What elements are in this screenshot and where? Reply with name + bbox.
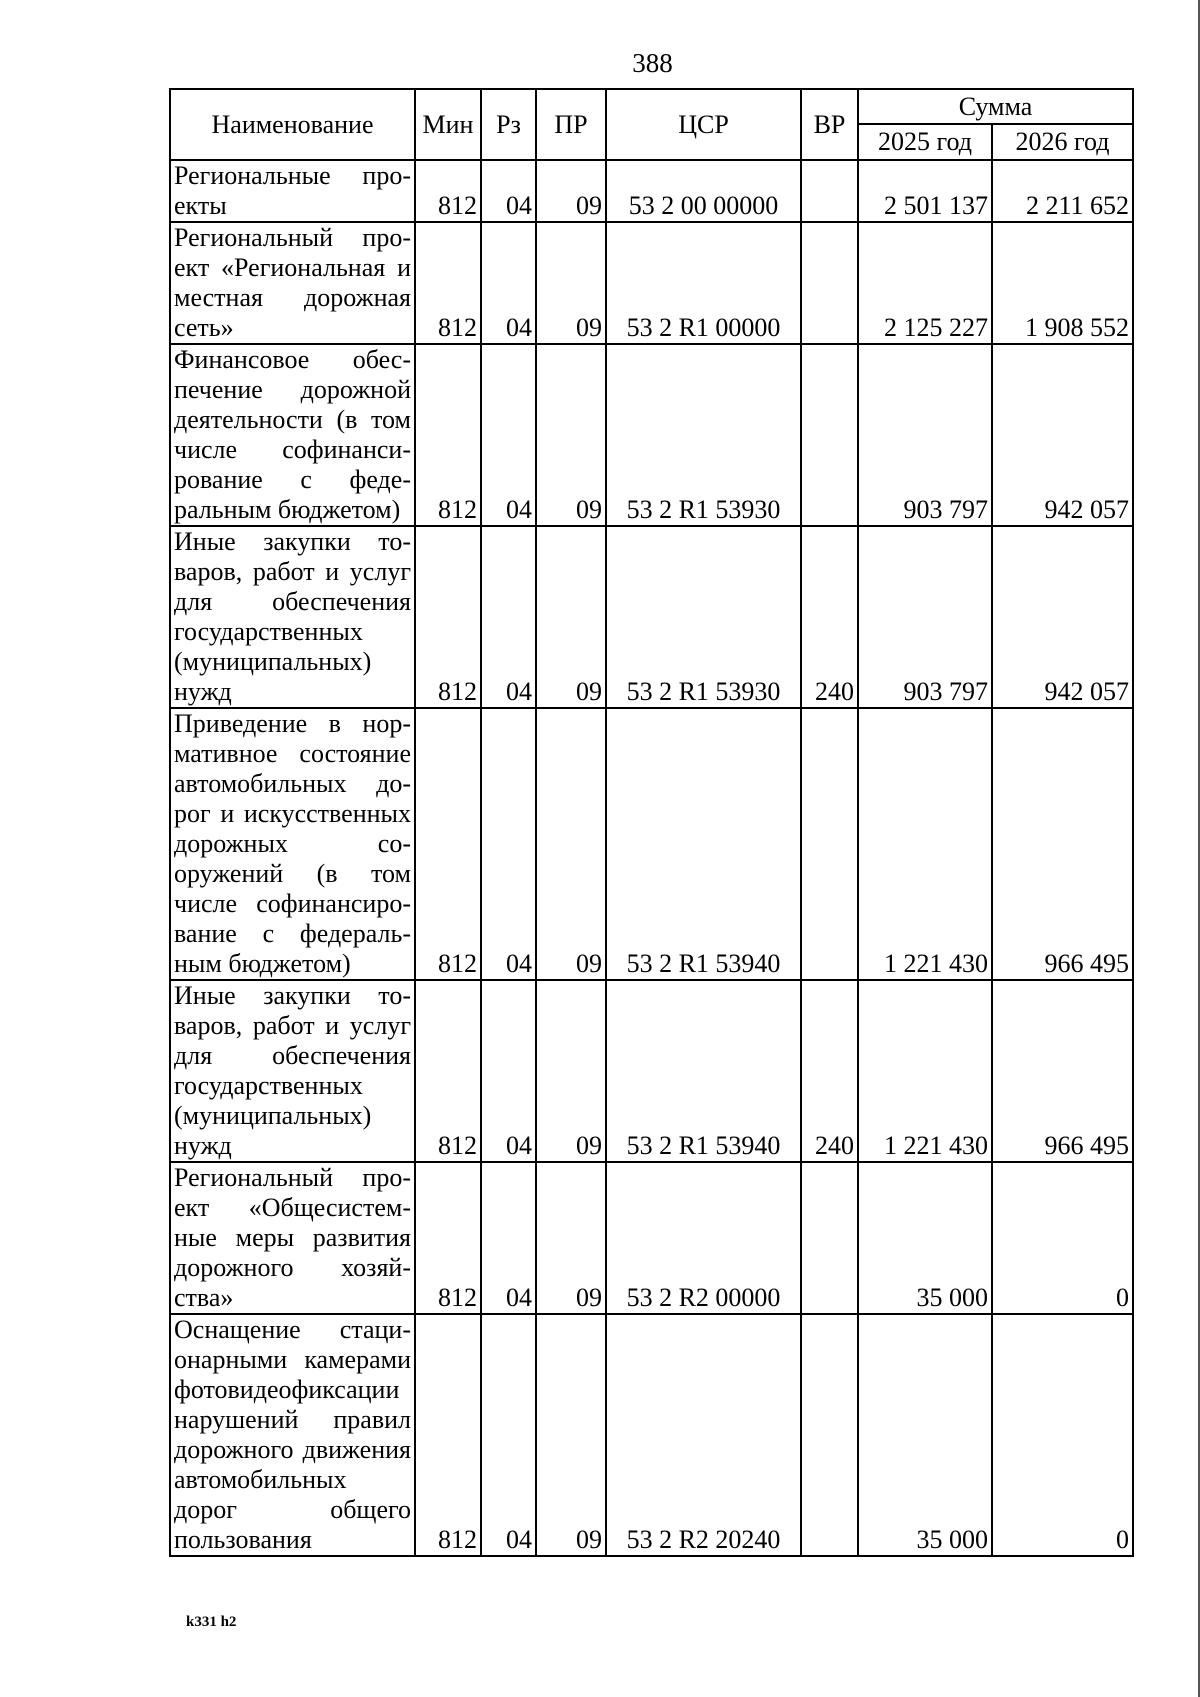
row-vr [801, 222, 858, 344]
row-name: Иные закупки товаров, работ и услуг для обеспечения государственных (муниципальных) нужд [170, 980, 415, 1162]
row-pr: 09 [536, 344, 606, 526]
row-min: 812 [415, 160, 481, 222]
row-sum-2026: 942 057 [992, 344, 1133, 526]
row-rz: 04 [481, 1162, 536, 1314]
header-rz: Рз [481, 89, 536, 160]
footer-code: k331 h2 [186, 1614, 237, 1630]
row-rz: 04 [481, 160, 536, 222]
header-year-2026: 2026 год [992, 124, 1133, 160]
row-pr: 09 [536, 526, 606, 708]
row-csr: 53 2 R2 00000 [606, 1162, 801, 1314]
row-name: Региональный проект «Общесистемные меры развития дорожного хозяйства» [170, 1162, 415, 1314]
header-csr: ЦСР [606, 89, 801, 160]
row-vr [801, 708, 858, 980]
row-csr: 53 2 R1 00000 [606, 222, 801, 344]
row-csr: 53 2 R2 20240 [606, 1314, 801, 1556]
row-sum-2026: 942 057 [992, 526, 1133, 708]
row-min: 812 [415, 222, 481, 344]
row-pr: 09 [536, 980, 606, 1162]
row-rz: 04 [481, 980, 536, 1162]
row-min: 812 [415, 1314, 481, 1556]
row-sum-2026: 966 495 [992, 708, 1133, 980]
row-name: Финансовое обеспечение дорожной деятельности (в том числе софинансирование с федеральным бюджетом) [170, 344, 415, 526]
row-vr [801, 1314, 858, 1556]
row-sum-2026: 0 [992, 1314, 1133, 1556]
header-vr: ВР [801, 89, 858, 160]
row-pr: 09 [536, 160, 606, 222]
row-sum-2025: 35 000 [858, 1314, 992, 1556]
row-rz: 04 [481, 1314, 536, 1556]
table-row [170, 526, 1133, 708]
row-sum-2026: 966 495 [992, 980, 1133, 1162]
table-row [170, 708, 1133, 980]
page-number: 388 [632, 48, 673, 78]
row-rz: 04 [481, 344, 536, 526]
row-sum-2025: 2 125 227 [858, 222, 992, 344]
row-name: Региональные проекты [170, 160, 415, 222]
table-row [170, 222, 1133, 344]
row-name: Оснащение стационарными камерами фотовидеофиксации нарушений правил дорожного движения автомобильных дорог общего пользования [170, 1314, 415, 1556]
row-min: 812 [415, 1162, 481, 1314]
row-min: 812 [415, 344, 481, 526]
row-sum-2025: 903 797 [858, 526, 992, 708]
row-pr: 09 [536, 1162, 606, 1314]
table-row [170, 980, 1133, 1162]
row-csr: 53 2 R1 53940 [606, 708, 801, 980]
row-sum-2026: 2 211 652 [992, 160, 1133, 222]
row-vr [801, 160, 858, 222]
row-rz: 04 [481, 708, 536, 980]
row-name: Приведение в нормативное состояние автомобильных дорог и искусственных дорожных сооружений (в том числе софинансирование с федеральным бюджетом) [170, 708, 415, 980]
row-sum-2026: 0 [992, 1162, 1133, 1314]
row-csr: 53 2 R1 53930 [606, 526, 801, 708]
row-sum-2025: 903 797 [858, 344, 992, 526]
row-min: 812 [415, 980, 481, 1162]
row-sum-2025: 2 501 137 [858, 160, 992, 222]
row-vr: 240 [801, 980, 858, 1162]
header-year-2025: 2025 год [858, 124, 992, 160]
row-min: 812 [415, 708, 481, 980]
row-csr: 53 2 00 00000 [606, 160, 801, 222]
row-sum-2025: 1 221 430 [858, 708, 992, 980]
row-rz: 04 [481, 526, 536, 708]
budget-table [169, 88, 1134, 1557]
row-rz: 04 [481, 222, 536, 344]
row-pr: 09 [536, 1314, 606, 1556]
row-min: 812 [415, 526, 481, 708]
row-name: Иные закупки товаров, работ и услуг для обеспечения государственных (муниципальных) нужд [170, 526, 415, 708]
row-csr: 53 2 R1 53940 [606, 980, 801, 1162]
header-name: Наименование [170, 89, 415, 160]
table-row [170, 1162, 1133, 1314]
table-row [170, 344, 1133, 526]
row-sum-2026: 1 908 552 [992, 222, 1133, 344]
row-csr: 53 2 R1 53930 [606, 344, 801, 526]
row-sum-2025: 1 221 430 [858, 980, 992, 1162]
header-pr: ПР [536, 89, 606, 160]
row-sum-2025: 35 000 [858, 1162, 992, 1314]
table-row [170, 160, 1133, 222]
table-row [170, 1314, 1133, 1556]
header-sum: Сумма [858, 89, 1133, 124]
row-vr [801, 1162, 858, 1314]
row-vr: 240 [801, 526, 858, 708]
row-pr: 09 [536, 708, 606, 980]
header-min: Мин [415, 89, 481, 160]
row-pr: 09 [536, 222, 606, 344]
row-name: Региональный проект «Региональная и местная дорожная сеть» [170, 222, 415, 344]
row-vr [801, 344, 858, 526]
